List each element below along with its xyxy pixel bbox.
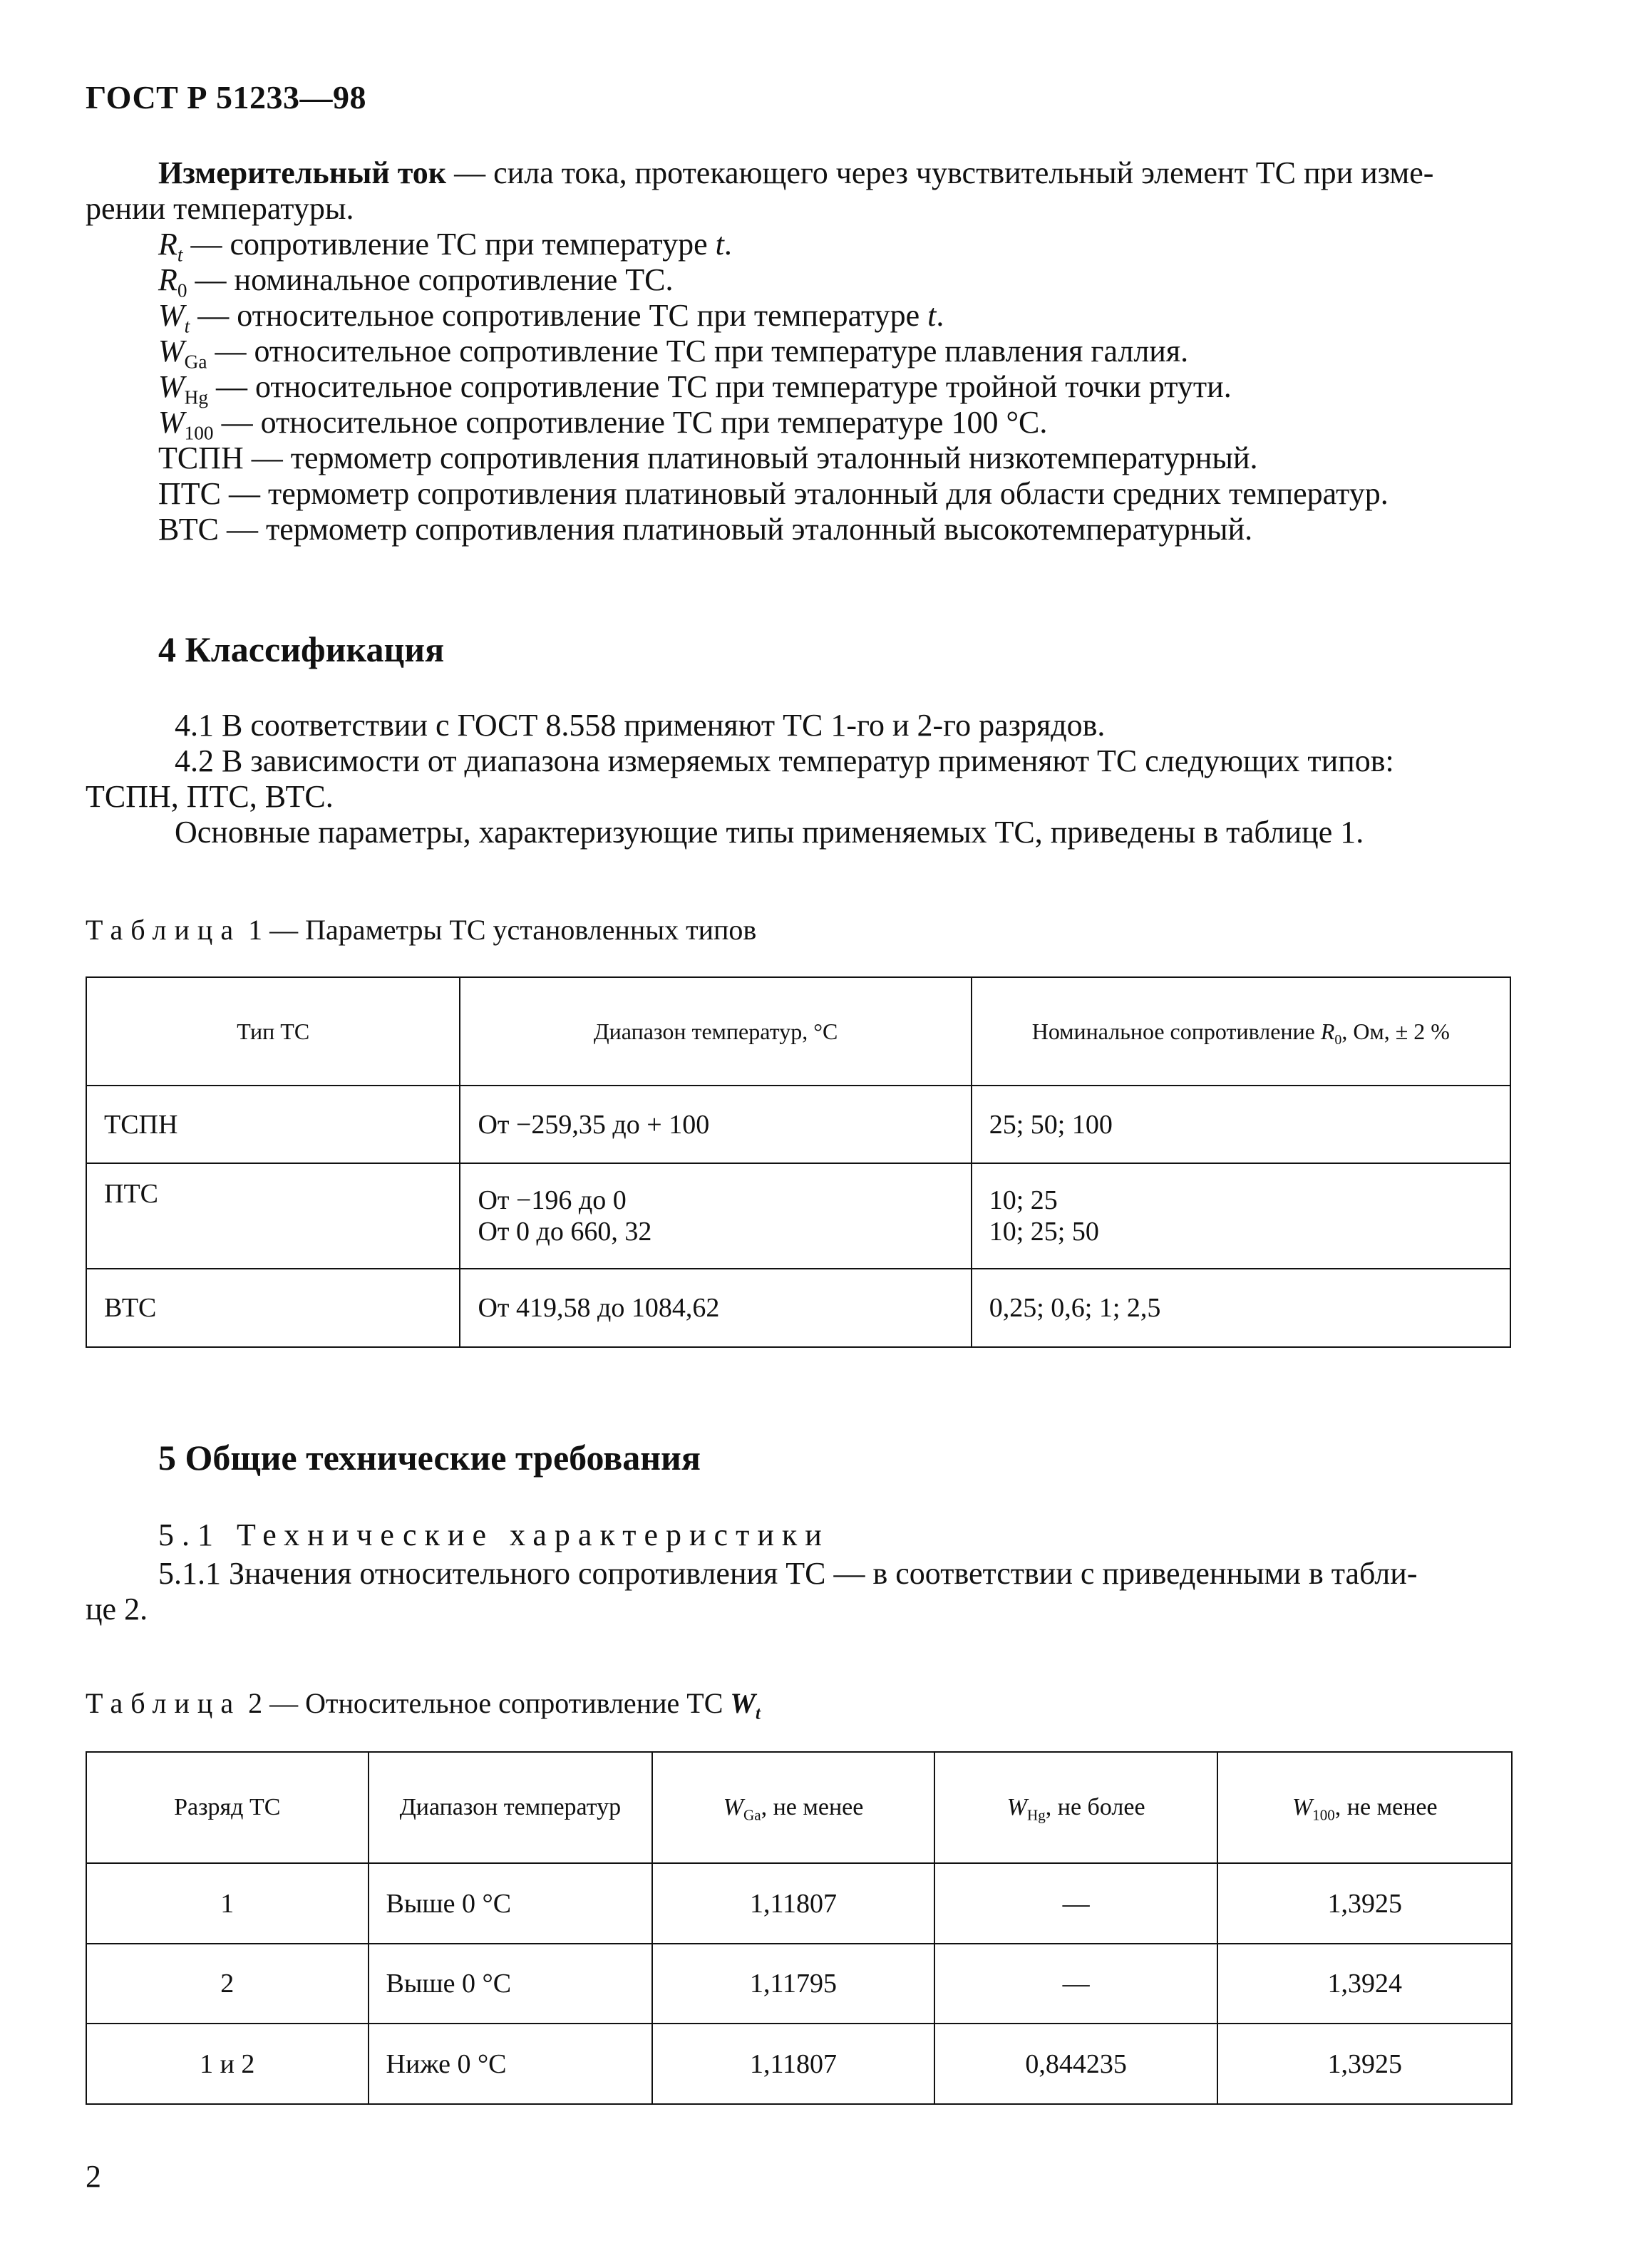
- definition-abbrev: ВТС — термометр сопротивления платиновый эталонный высокотемпературный.: [158, 512, 1253, 547]
- column-header: Тип ТС: [86, 977, 460, 1086]
- table-cell: 1: [86, 1863, 369, 1944]
- column-header: $W_{Hg}$, не более: [934, 1752, 1218, 1863]
- paragraph-5-1-1: 5.1.1 Значения относительного сопротивления ТС — в соответствии с приведенными в табли-: [158, 1556, 1418, 1591]
- paragraph-4-3: Основные параметры, характеризующие типы применяемых ТС, приведены в таблице 1.: [175, 815, 1364, 850]
- table-cell: Ниже 0 °С: [369, 2024, 653, 2104]
- definition-item: $W_{Ga}$ — относительное сопротивление ТС при температуре плавления галлия.: [158, 334, 1189, 373]
- paragraph-4-2: 4.2 В зависимости от диапазона измеряемых температур применяют ТС следующих типов:: [175, 743, 1394, 778]
- definitions-block: [86, 155, 1513, 547]
- table-row: [86, 1863, 1512, 1944]
- table-cell: Выше 0 °С: [369, 1944, 653, 2024]
- table-cell: От −259,35 до + 100: [460, 1086, 971, 1163]
- definition-intro: [158, 155, 1513, 191]
- table-cell: —: [934, 1944, 1218, 2024]
- definition-abbrev: ТСПН — термометр сопротивления платиновый эталонный низкотемпературный.: [158, 440, 1258, 475]
- table-cell: 1 и 2: [86, 2024, 369, 2104]
- page-number: 2: [86, 2159, 101, 2194]
- column-header: Диапазон температур: [369, 1752, 653, 1863]
- paragraph-4-2-cont: ТСПН, ПТС, ВТС.: [86, 779, 334, 814]
- subsection-5-1-title: 5.1 Технические характеристики: [158, 1517, 830, 1552]
- definition-item: $R_0$ — номинальное сопротивление ТС.: [158, 262, 674, 301]
- table-cell: От −196 до 0 От 0 до 660, 32: [460, 1163, 971, 1269]
- table-1-caption: Таблица 1 — Параметры ТС установленных типов: [86, 914, 757, 946]
- definition-term: Измерительный ток: [158, 155, 447, 190]
- table-cell: 1,11807: [652, 1863, 934, 1944]
- table-cell: ПТС: [86, 1163, 460, 1269]
- table-cell: Выше 0 °С: [369, 1863, 653, 1944]
- column-header: Разряд ТС: [86, 1752, 369, 1863]
- table-2-caption: Таблица 2 — Относительное сопротивление ТС $W_t$: [86, 1687, 761, 1723]
- table-header-row: [86, 977, 1510, 1086]
- table-cell: 10; 25 10; 25; 50: [972, 1163, 1510, 1269]
- section-4-heading: 4 Классификация: [158, 629, 445, 669]
- document-header: ГОСТ Р 51233—98: [86, 79, 366, 115]
- table-cell: 1,3925: [1217, 1863, 1512, 1944]
- definition-item: $W_{Hg}$ — относительное сопротивление ТС при температуре тройной точки ртути.: [158, 369, 1232, 408]
- definition-text: — сила тока, протекающего через чувствительный элемент ТС при изме-: [446, 155, 1434, 190]
- table-cell: 1,3924: [1217, 1944, 1512, 2024]
- table-2: [86, 1751, 1513, 2105]
- table-cell: —: [934, 1863, 1218, 1944]
- table-row: [86, 1944, 1512, 2024]
- table-1: [86, 976, 1511, 1348]
- column-header: $W_{Ga}$, не менее: [652, 1752, 934, 1863]
- table-cell: 1,3925: [1217, 2024, 1512, 2104]
- table-row: [86, 1163, 1510, 1269]
- definition-item: $W_{100}$ — относительное сопротивление ТС при температуре 100 °С.: [158, 405, 1048, 444]
- table-row: [86, 1269, 1510, 1347]
- section-5-heading: 5 Общие технические требования: [158, 1438, 701, 1478]
- column-header: Номинальное сопротивление $R_0$, Ом, ± 2 %: [972, 977, 1510, 1086]
- column-header: Диапазон температур, °С: [460, 977, 971, 1086]
- table-cell: 1,11795: [652, 1944, 934, 2024]
- table-cell: 0,844235: [934, 2024, 1218, 2104]
- table-header-row: [86, 1752, 1512, 1863]
- paragraph-5-1-1-cont: це 2.: [86, 1592, 148, 1627]
- table-row: [86, 2024, 1512, 2104]
- table-row: [86, 1086, 1510, 1163]
- table-cell: 25; 50; 100: [972, 1086, 1510, 1163]
- definition-intro-cont: рении температуры.: [86, 191, 354, 226]
- column-header: $W_{100}$, не менее: [1217, 1752, 1512, 1863]
- table-cell: ВТС: [86, 1269, 460, 1347]
- table-cell: 0,25; 0,6; 1; 2,5: [972, 1269, 1510, 1347]
- table-cell: ТСПН: [86, 1086, 460, 1163]
- table-cell: 1,11807: [652, 2024, 934, 2104]
- table-cell: 2: [86, 1944, 369, 2024]
- table-cell: От 419,58 до 1084,62: [460, 1269, 971, 1347]
- paragraph-4-1: 4.1 В соответствии с ГОСТ 8.558 применяют ТС 1-го и 2-го разрядов.: [175, 708, 1106, 743]
- definition-abbrev: ПТС — термометр сопротивления платиновый эталонный для области средних температур.: [158, 476, 1389, 511]
- definition-item: $W_t$ — относительное сопротивление ТС при температуре t.: [158, 298, 944, 337]
- definition-item: $R_t$ — сопротивление ТС при температуре t.: [158, 227, 732, 266]
- section-4-body: [86, 708, 1508, 850]
